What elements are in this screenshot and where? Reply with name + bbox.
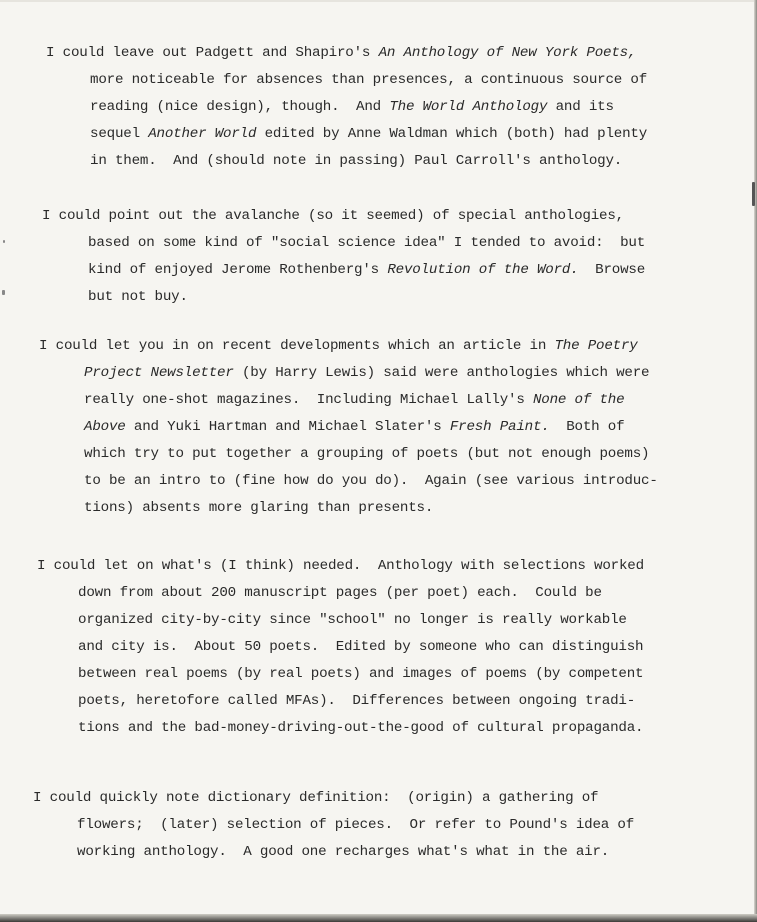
text-run: down from about 200 manuscript pages (per poet) each. Could be <box>78 585 602 601</box>
text-run: (by Harry Lewis) said were anthologies which were <box>233 365 650 381</box>
text-line <box>37 715 644 742</box>
italic-title: The World Anthology <box>389 99 548 115</box>
text-line <box>46 40 647 67</box>
text-line <box>37 553 644 580</box>
text-run: I could point out the avalanche (so it seemed) of special anthologies, <box>42 208 624 224</box>
text-line <box>37 607 644 634</box>
text-run: kind of enjoyed Jerome Rothenberg's <box>88 262 388 278</box>
paragraph <box>39 333 658 522</box>
text-run: Browse <box>578 262 646 278</box>
text-run: more noticeable for absences than presences, a continuous source of <box>90 72 648 88</box>
text-run: but not buy. <box>88 289 188 305</box>
italic-title: Above <box>84 419 126 435</box>
text-run: and its <box>547 99 614 115</box>
text-run: poets, heretofore called MFAs). Differences between ongoing tradi- <box>78 693 636 709</box>
text-line <box>46 121 647 148</box>
text-line <box>46 94 647 121</box>
text-run: in them. And (should note in passing) Paul Carroll's anthology. <box>90 153 623 169</box>
text-line <box>37 688 644 715</box>
text-run: Both of <box>549 419 625 435</box>
text-run: and Yuki Hartman and Michael Slater's <box>125 419 450 435</box>
text-run: and city is. About 50 poets. Edited by someone who can distinguish <box>78 639 644 655</box>
text-line <box>39 414 658 441</box>
text-line <box>37 661 644 688</box>
paragraph <box>33 785 634 866</box>
page-top-edge <box>0 0 757 2</box>
italic-title: Fresh Paint. <box>449 419 550 435</box>
paragraph <box>42 203 645 311</box>
text-run: I could quickly note dictionary definition: (origin) a gathering of <box>33 790 599 806</box>
page-bottom-edge <box>0 914 757 922</box>
text-line <box>37 634 644 661</box>
text-line <box>42 284 645 311</box>
text-line <box>39 360 658 387</box>
text-run: which try to put together a grouping of poets (but not enough poems) <box>84 446 650 462</box>
text-line <box>33 785 634 812</box>
text-run: I could let on what's (I think) needed. Anthology with selections worked <box>37 558 644 574</box>
scan-mark <box>2 290 5 295</box>
text-line <box>42 257 645 284</box>
scan-mark <box>3 240 5 243</box>
text-line <box>46 148 647 175</box>
italic-title: Revolution of the Word. <box>387 262 579 278</box>
paragraph <box>46 40 647 175</box>
text-run: tions and the bad-money-driving-out-the-good of cultural propaganda. <box>78 720 644 736</box>
text-run: sequel <box>90 126 149 142</box>
italic-title: The Poetry <box>554 338 638 354</box>
text-line <box>39 441 658 468</box>
text-run: flowers; (later) selection of pieces. Or refer to Pound's idea of <box>77 817 635 833</box>
italic-title: An Anthology of New York Poets, <box>378 45 637 61</box>
text-run: edited by Anne Waldman which (both) had plenty <box>256 126 648 142</box>
text-line <box>39 387 658 414</box>
italic-title: Project Newsletter <box>84 365 234 381</box>
text-run: to be an intro to (fine how do you do). Again (see various introduc- <box>84 473 658 489</box>
text-line <box>39 333 658 360</box>
italic-title: Another World <box>148 126 257 142</box>
text-line <box>33 812 634 839</box>
text-line <box>37 580 644 607</box>
text-run: I could let you in on recent developments which an article in <box>39 338 555 354</box>
text-run: reading (nice design), though. And <box>90 99 390 115</box>
text-run: organized city-by-city since "school" no longer is really workable <box>78 612 627 628</box>
paragraph <box>37 553 644 742</box>
text-run: really one-shot magazines. Including Michael Lally's <box>84 392 533 408</box>
text-run: working anthology. A good one recharges what's what in the air. <box>77 844 610 860</box>
text-line <box>42 203 645 230</box>
text-run: based on some kind of "social science idea" I tended to avoid: but <box>88 235 646 251</box>
scan-mark <box>752 182 755 206</box>
text-line <box>46 67 647 94</box>
text-line <box>42 230 645 257</box>
text-line <box>39 495 658 522</box>
text-run: I could leave out Padgett and Shapiro's <box>46 45 379 61</box>
italic-title: None of the <box>532 392 625 408</box>
text-line <box>33 839 634 866</box>
text-run: tions) absents more glaring than presents. <box>84 500 434 516</box>
text-line <box>39 468 658 495</box>
text-run: between real poems (by real poets) and images of poems (by competent <box>78 666 644 682</box>
